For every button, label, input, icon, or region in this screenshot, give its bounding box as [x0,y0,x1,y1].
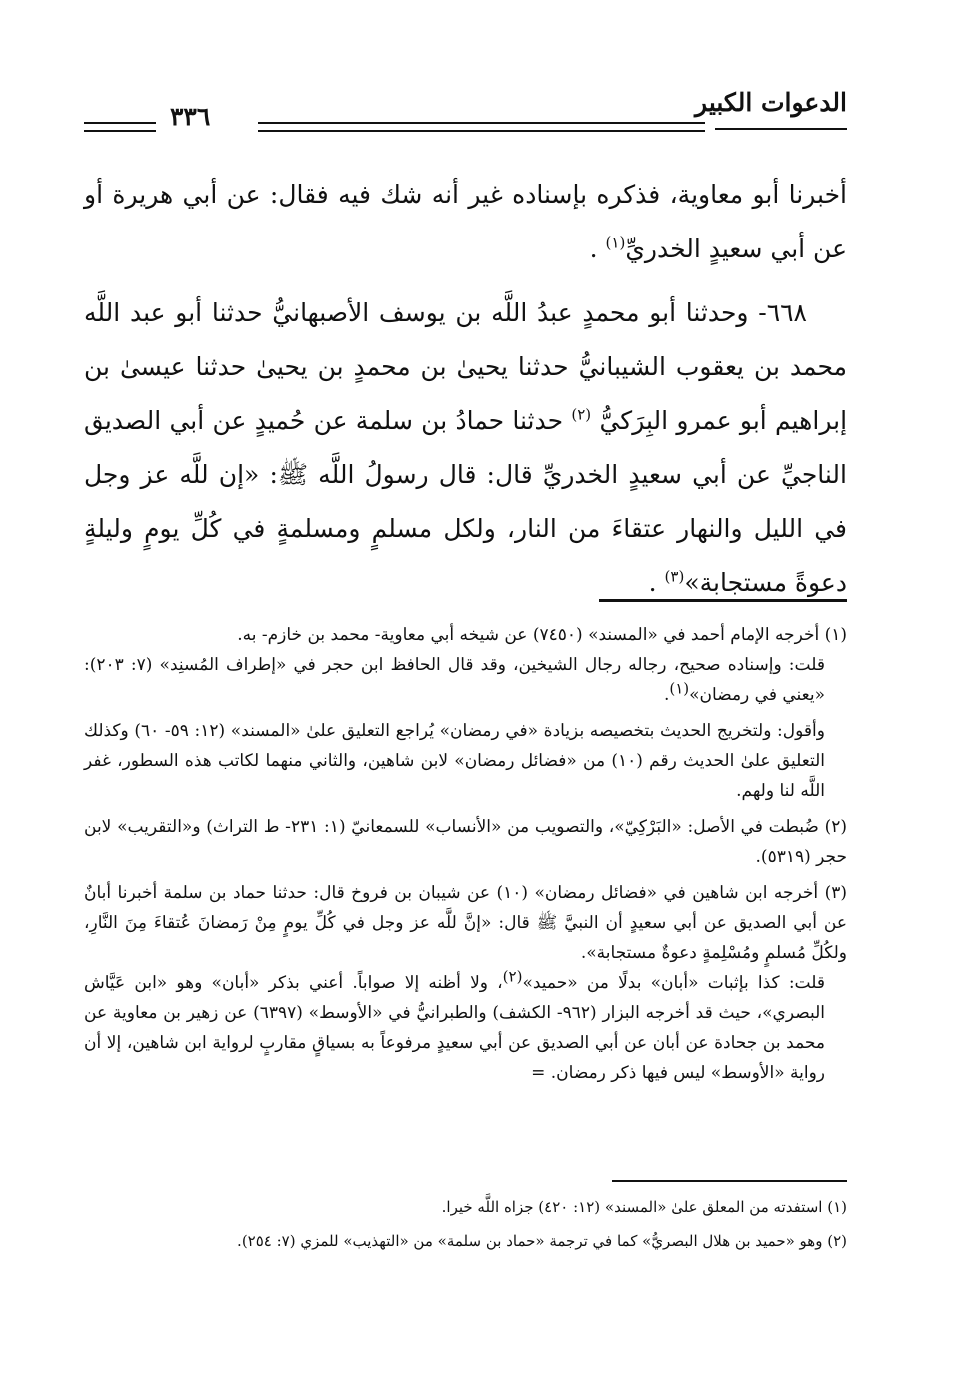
hadith-text-b: حدثنا حمادُ بن سلمة عن حُميدٍ عن أبي الصديق الناجيِّ عن أبي سعيدٍ الخدريِّ قال: قال رسولُ اللَّه ﷺ: «إن للَّه عز وجل في الليل والنهار عتقاءَ من النار، ولكل مسلمٍ ومسلمةٍ في كُلِّ يومٍ وليلةٍ دعوةً مستجابة» [84,406,847,597]
sub-footnote-separator [612,1180,847,1182]
footnote-ref-2: (٢) [571,405,592,424]
footnote-3-comment-text: قلت: كذا بإثبات «أبان» بدلًا من «حميد» [522,973,825,993]
sub-footnotes [84,1190,847,1258]
header-double-rule-short [84,122,156,132]
hadith-668 [84,286,847,610]
footnote-1-comment [84,650,847,710]
footnote-3-comment-rest: ، ولا أظنه إلا صواباً. أعني بذكر «أبان» وهو «ابن عَيَّاش البصري»، حيث قد أخرجه البزار (٩٦٢- الكشف) والطبرانيُّ في «الأوسط» (٦٣٩٧) عن زهير بن معاوية عن محمد بن جحادة عن أبان عن أبي الصديق عن أبي سعيدٍ مرفوعاً به بسياقٍ مقاربٍ لرواية ابن شاهين، إلا أن رواية «الأوسط» ليس فيها ذكر رمضان. = [84,973,825,1083]
paragraph-text: أخبرنا أبو معاوية، فذكره بإسناده غير أنه شك فيه فقال: عن أبي هريرة أو عن أبي سعيدٍ الخدريِّ [84,180,847,263]
page-header [84,84,847,144]
footnotes [84,620,847,1088]
sub-footnote-1: (١) استفدته من المعلق علىٰ «المسند» (١٢: ٤٢٠) جزاه اللَّه خيرا. [441,1198,847,1216]
sub-footnote-ref-1: (١) [669,679,690,698]
title-underline [715,128,847,130]
footnote-ref-3: (٣) [664,567,685,586]
sub-footnote-2: (٢) وهو «حميد بن هلال البصريُّ» كما في ترجمة «حماد بن سلمة» من «التهذيب» للمزي (٧: ٢٥٤). [237,1232,847,1250]
header-double-rule [258,122,705,132]
footnote-3: (٣) أخرجه ابن شاهين في «فضائل رمضان» (١٠) عن شيبان بن فروخ قال: حدثنا حماد بن سلمة أخبرنا أبانٌ عن أبي الصديق عن أبي سعيدٍ أن النبيَّ ﷺ قال: «إنَّ للَّه عز وجل في كُلِّ يومٍ مِنْ رَمضانَ عُتقاءَ مِنَ النَّارِ، ولكُلِّ مُسلمٍ ومُسْلِمةٍ دعوةٌ مستجابة». [84,883,847,963]
page-number: ٣٣٦ [170,102,211,131]
paragraph-end: . [589,234,598,263]
hadith-end: . [648,568,657,597]
hadith-text-a: ٦٦٨- وحدثنا أبو محمدٍ عبدُ اللَّه بن يوسف الأصبهانيُّ حدثنا أبو عبد اللَّه محمد بن يعقوب الشيبانيُّ حدثنا يحيىٰ بن محمدٍ بن يحيىٰ حدثنا عيسىٰ بن إبراهيم أبو عمرو البِرَكيُّ [84,298,848,435]
footnote-1-note: وأقول: ولتخريج الحديث بتخصيصه بزيادة «في رمضان» يُراجع التعليق علىٰ «المسند» (١٢: ٥٩- ٦٠) وكذلك التعليق علىٰ الحديث رقم (١٠) من «فضائل رمضان» لابن شاهين، والثاني منهما لكاتب هذه السطور، غفر اللَّه لنا ولهم. [84,721,826,801]
footnote-ref-1: (١) [605,233,626,252]
book-title: الدعوات الكبير [695,88,847,117]
footnote-1-comment-text: قلت: وإسناده صحيح، رجاله رجال الشيخين، وقد قال الحافظ ابن حجر في «إطراف المُسنِد» (٧: ٢٠٣): «يعني في رمضان» [84,655,825,705]
footnote-separator [599,599,847,602]
paragraph-continuation [84,168,847,276]
footnote-2: (٢) ضُبطت في الأصل: «البَرْكِيّ»، والتصويب من «الأنساب» للسمعانيّ (١: ٢٣١- ط التراث) و«التقريب» لابن حجر (٥٣١٩). [84,817,847,867]
footnote-1: (١) أخرجه الإمام أحمد في «المسند» (٧٤٥٠) عن شيخه أبي معاوية- محمد بن خازم- به. [237,625,847,645]
footnote-1-comment-end: . [663,685,670,705]
sub-footnote-ref-2: (٢) [502,967,523,986]
main-text [84,168,847,610]
footnote-3-comment [84,968,847,1088]
